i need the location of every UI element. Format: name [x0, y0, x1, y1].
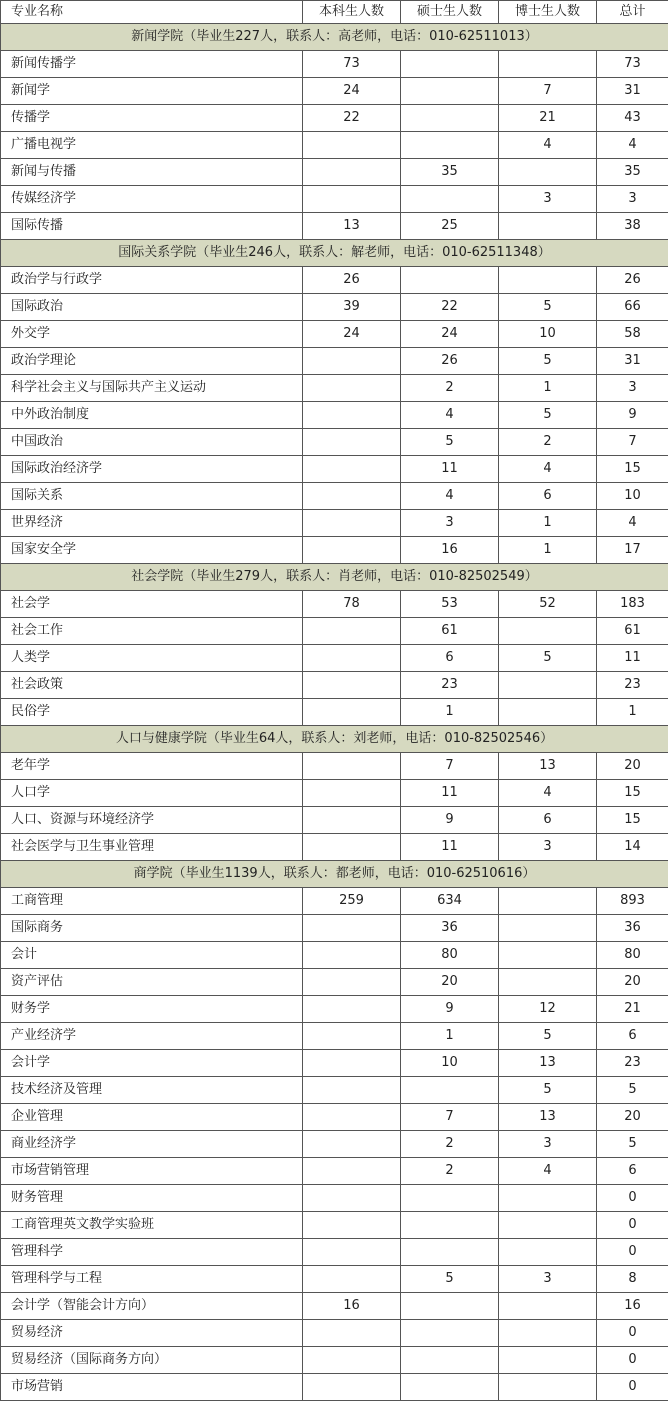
section-header-row: [1, 24, 668, 51]
master-count: 7: [401, 1104, 499, 1131]
table-row: [1, 672, 668, 699]
doctor-count: [499, 1293, 597, 1320]
master-count: [401, 1212, 499, 1239]
major-name: 国际政治: [1, 294, 303, 321]
undergrad-count: [303, 510, 401, 537]
doctor-count: 21: [499, 105, 597, 132]
undergrad-count: [303, 915, 401, 942]
table-row: [1, 1104, 668, 1131]
table-row: [1, 645, 668, 672]
table-row: [1, 996, 668, 1023]
major-name: 社会政策: [1, 672, 303, 699]
major-name: 社会学: [1, 591, 303, 618]
undergrad-count: [303, 753, 401, 780]
doctor-count: [499, 942, 597, 969]
master-count: 5: [401, 1266, 499, 1293]
total-count: 3: [597, 186, 668, 213]
section-header-row: [1, 240, 668, 267]
master-count: 26: [401, 348, 499, 375]
doctor-count: 1: [499, 375, 597, 402]
total-count: 0: [597, 1212, 668, 1239]
master-count: 20: [401, 969, 499, 996]
undergrad-count: [303, 132, 401, 159]
undergrad-count: [303, 807, 401, 834]
major-name: 会计: [1, 942, 303, 969]
table-row: [1, 105, 668, 132]
table-row: [1, 618, 668, 645]
major-name: 人口、资源与环境经济学: [1, 807, 303, 834]
doctor-count: 4: [499, 1158, 597, 1185]
undergrad-count: [303, 699, 401, 726]
master-count: 61: [401, 618, 499, 645]
master-count: [401, 105, 499, 132]
doctor-count: 5: [499, 1077, 597, 1104]
undergrad-count: 24: [303, 78, 401, 105]
doctor-count: 4: [499, 456, 597, 483]
master-count: [401, 1185, 499, 1212]
major-name: 国际关系: [1, 483, 303, 510]
table-row: [1, 969, 668, 996]
total-count: 36: [597, 915, 668, 942]
doctor-count: 6: [499, 807, 597, 834]
major-name: 财务管理: [1, 1185, 303, 1212]
header-total: 总计: [597, 1, 668, 24]
undergrad-count: [303, 672, 401, 699]
total-count: 4: [597, 510, 668, 537]
doctor-count: 52: [499, 591, 597, 618]
header-doctor: 博士生人数: [499, 1, 597, 24]
section-title: 人口与健康学院（毕业生64人，联系人：刘老师，电话：010-82502546）: [1, 726, 668, 753]
doctor-count: 3: [499, 834, 597, 861]
master-count: 11: [401, 456, 499, 483]
total-count: 17: [597, 537, 668, 564]
doctor-count: [499, 618, 597, 645]
undergrad-count: [303, 969, 401, 996]
doctor-count: [499, 915, 597, 942]
total-count: 15: [597, 780, 668, 807]
header-master: 硕士生人数: [401, 1, 499, 24]
major-name: 企业管理: [1, 1104, 303, 1131]
doctor-count: 1: [499, 537, 597, 564]
undergrad-count: 73: [303, 51, 401, 78]
table-row: [1, 1212, 668, 1239]
major-name: 会计学（智能会计方向）: [1, 1293, 303, 1320]
master-count: [401, 186, 499, 213]
section-header-row: [1, 726, 668, 753]
doctor-count: 5: [499, 1023, 597, 1050]
table-row: [1, 1293, 668, 1320]
table-row: [1, 1185, 668, 1212]
master-count: 35: [401, 159, 499, 186]
total-count: 20: [597, 969, 668, 996]
table-row: [1, 213, 668, 240]
total-count: 16: [597, 1293, 668, 1320]
table-row: [1, 834, 668, 861]
major-name: 广播电视学: [1, 132, 303, 159]
master-count: [401, 1077, 499, 1104]
master-count: 6: [401, 645, 499, 672]
master-count: [401, 1347, 499, 1374]
doctor-count: [499, 1239, 597, 1266]
undergrad-count: 259: [303, 888, 401, 915]
doctor-count: [499, 969, 597, 996]
master-count: 80: [401, 942, 499, 969]
major-name: 新闻学: [1, 78, 303, 105]
undergrad-count: [303, 1077, 401, 1104]
table-row: [1, 51, 668, 78]
master-count: [401, 1320, 499, 1347]
major-name: 科学社会主义与国际共产主义运动: [1, 375, 303, 402]
table-row: [1, 1374, 668, 1401]
master-count: 10: [401, 1050, 499, 1077]
doctor-count: [499, 888, 597, 915]
total-count: 9: [597, 402, 668, 429]
doctor-count: [499, 1374, 597, 1401]
total-count: 26: [597, 267, 668, 294]
total-count: 80: [597, 942, 668, 969]
master-count: [401, 51, 499, 78]
total-count: 31: [597, 78, 668, 105]
table-row: [1, 1158, 668, 1185]
doctor-count: 2: [499, 429, 597, 456]
undergrad-count: 22: [303, 105, 401, 132]
table-row: [1, 78, 668, 105]
major-name: 工商管理: [1, 888, 303, 915]
major-name: 贸易经济: [1, 1320, 303, 1347]
master-count: 5: [401, 429, 499, 456]
total-count: 15: [597, 456, 668, 483]
undergrad-count: [303, 186, 401, 213]
table-row: [1, 402, 668, 429]
undergrad-count: [303, 1131, 401, 1158]
total-count: 4: [597, 132, 668, 159]
master-count: 4: [401, 402, 499, 429]
master-count: 11: [401, 780, 499, 807]
major-name: 工商管理英文教学实验班: [1, 1212, 303, 1239]
undergrad-count: [303, 483, 401, 510]
table-row: [1, 1347, 668, 1374]
total-count: 66: [597, 294, 668, 321]
total-count: 14: [597, 834, 668, 861]
header-undergrad: 本科生人数: [303, 1, 401, 24]
total-count: 7: [597, 429, 668, 456]
total-count: 31: [597, 348, 668, 375]
undergrad-count: [303, 1104, 401, 1131]
doctor-count: [499, 51, 597, 78]
master-count: 9: [401, 996, 499, 1023]
master-count: 2: [401, 1131, 499, 1158]
major-name: 民俗学: [1, 699, 303, 726]
undergrad-count: [303, 375, 401, 402]
major-name: 新闻传播学: [1, 51, 303, 78]
doctor-count: [499, 1185, 597, 1212]
major-name: 政治学与行政学: [1, 267, 303, 294]
total-count: 73: [597, 51, 668, 78]
total-count: 15: [597, 807, 668, 834]
major-name: 老年学: [1, 753, 303, 780]
undergrad-count: [303, 348, 401, 375]
major-name: 管理科学: [1, 1239, 303, 1266]
undergrad-count: [303, 645, 401, 672]
table-row: [1, 456, 668, 483]
header-major: 专业名称: [1, 1, 303, 24]
doctor-count: [499, 213, 597, 240]
doctor-count: [499, 1320, 597, 1347]
section-title: 新闻学院（毕业生227人，联系人：高老师，电话：010-62511013）: [1, 24, 668, 51]
undergrad-count: 39: [303, 294, 401, 321]
table-row: [1, 429, 668, 456]
total-count: 23: [597, 672, 668, 699]
doctor-count: 7: [499, 78, 597, 105]
total-count: 3: [597, 375, 668, 402]
undergrad-count: 26: [303, 267, 401, 294]
table-row: [1, 1266, 668, 1293]
major-name: 社会医学与卫生事业管理: [1, 834, 303, 861]
undergrad-count: 24: [303, 321, 401, 348]
master-count: [401, 78, 499, 105]
undergrad-count: [303, 996, 401, 1023]
undergrad-count: [303, 780, 401, 807]
major-name: 管理科学与工程: [1, 1266, 303, 1293]
total-count: 6: [597, 1158, 668, 1185]
table-row: [1, 1239, 668, 1266]
major-name: 中国政治: [1, 429, 303, 456]
major-name: 外交学: [1, 321, 303, 348]
table-row: [1, 1050, 668, 1077]
master-count: 53: [401, 591, 499, 618]
major-name: 市场营销管理: [1, 1158, 303, 1185]
master-count: 2: [401, 375, 499, 402]
master-count: [401, 1293, 499, 1320]
total-count: 0: [597, 1320, 668, 1347]
table-row: [1, 1320, 668, 1347]
major-name: 财务学: [1, 996, 303, 1023]
total-count: 35: [597, 159, 668, 186]
master-count: 634: [401, 888, 499, 915]
major-name: 产业经济学: [1, 1023, 303, 1050]
table-row: [1, 510, 668, 537]
doctor-count: 4: [499, 132, 597, 159]
undergrad-count: 13: [303, 213, 401, 240]
master-count: 36: [401, 915, 499, 942]
table-row: [1, 537, 668, 564]
doctor-count: 3: [499, 186, 597, 213]
total-count: 5: [597, 1131, 668, 1158]
major-name: 社会工作: [1, 618, 303, 645]
undergrad-count: [303, 402, 401, 429]
major-name: 国际政治经济学: [1, 456, 303, 483]
undergrad-count: [303, 1158, 401, 1185]
table-row: [1, 294, 668, 321]
table-row: [1, 753, 668, 780]
table-row: [1, 186, 668, 213]
total-count: 0: [597, 1239, 668, 1266]
table-row: [1, 483, 668, 510]
major-name: 中外政治制度: [1, 402, 303, 429]
section-header-row: [1, 564, 668, 591]
major-name: 贸易经济（国际商务方向）: [1, 1347, 303, 1374]
undergrad-count: [303, 1239, 401, 1266]
undergrad-count: [303, 456, 401, 483]
master-count: 7: [401, 753, 499, 780]
total-count: 0: [597, 1185, 668, 1212]
doctor-count: 5: [499, 645, 597, 672]
doctor-count: 13: [499, 1104, 597, 1131]
undergrad-count: [303, 1266, 401, 1293]
total-count: 43: [597, 105, 668, 132]
undergrad-count: [303, 942, 401, 969]
total-count: 6: [597, 1023, 668, 1050]
undergrad-count: [303, 1212, 401, 1239]
doctor-count: 3: [499, 1131, 597, 1158]
doctor-count: [499, 699, 597, 726]
major-name: 国际商务: [1, 915, 303, 942]
total-count: 38: [597, 213, 668, 240]
major-name: 资产评估: [1, 969, 303, 996]
master-count: [401, 1374, 499, 1401]
total-count: 23: [597, 1050, 668, 1077]
doctor-count: 5: [499, 348, 597, 375]
doctor-count: [499, 1212, 597, 1239]
total-count: 183: [597, 591, 668, 618]
undergrad-count: [303, 1023, 401, 1050]
undergrad-count: [303, 618, 401, 645]
major-name: 新闻与传播: [1, 159, 303, 186]
header-row: [1, 1, 668, 24]
table-row: [1, 807, 668, 834]
table-row: [1, 267, 668, 294]
master-count: 23: [401, 672, 499, 699]
major-name: 传播学: [1, 105, 303, 132]
total-count: 893: [597, 888, 668, 915]
undergrad-count: [303, 1347, 401, 1374]
undergrad-count: [303, 159, 401, 186]
undergrad-count: [303, 537, 401, 564]
major-name: 市场营销: [1, 1374, 303, 1401]
doctor-count: [499, 1347, 597, 1374]
section-title: 社会学院（毕业生279人，联系人：肖老师，电话：010-82502549）: [1, 564, 668, 591]
doctor-count: 6: [499, 483, 597, 510]
undergrad-count: [303, 429, 401, 456]
total-count: 20: [597, 753, 668, 780]
major-name: 人类学: [1, 645, 303, 672]
major-name: 人口学: [1, 780, 303, 807]
doctor-count: 3: [499, 1266, 597, 1293]
master-count: [401, 267, 499, 294]
undergrad-count: [303, 1320, 401, 1347]
major-name: 世界经济: [1, 510, 303, 537]
doctor-count: [499, 159, 597, 186]
major-name: 商业经济学: [1, 1131, 303, 1158]
master-count: 24: [401, 321, 499, 348]
doctor-count: 10: [499, 321, 597, 348]
master-count: 9: [401, 807, 499, 834]
total-count: 10: [597, 483, 668, 510]
section-header-row: [1, 861, 668, 888]
table-row: [1, 780, 668, 807]
table-row: [1, 699, 668, 726]
table-row: [1, 591, 668, 618]
doctor-count: 1: [499, 510, 597, 537]
master-count: 3: [401, 510, 499, 537]
master-count: 22: [401, 294, 499, 321]
master-count: 11: [401, 834, 499, 861]
doctor-count: 12: [499, 996, 597, 1023]
total-count: 58: [597, 321, 668, 348]
major-name: 传媒经济学: [1, 186, 303, 213]
table-row: [1, 159, 668, 186]
table-row: [1, 1131, 668, 1158]
doctor-count: 5: [499, 402, 597, 429]
major-name: 会计学: [1, 1050, 303, 1077]
table-row: [1, 1077, 668, 1104]
doctor-count: [499, 267, 597, 294]
master-count: 4: [401, 483, 499, 510]
total-count: 8: [597, 1266, 668, 1293]
table-row: [1, 132, 668, 159]
master-count: 25: [401, 213, 499, 240]
major-name: 国际传播: [1, 213, 303, 240]
master-count: [401, 1239, 499, 1266]
doctor-count: 13: [499, 753, 597, 780]
master-count: 1: [401, 1023, 499, 1050]
total-count: 5: [597, 1077, 668, 1104]
undergrad-count: 78: [303, 591, 401, 618]
total-count: 21: [597, 996, 668, 1023]
undergrad-count: 16: [303, 1293, 401, 1320]
undergrad-count: [303, 1050, 401, 1077]
major-name: 技术经济及管理: [1, 1077, 303, 1104]
undergrad-count: [303, 834, 401, 861]
total-count: 0: [597, 1374, 668, 1401]
master-count: 16: [401, 537, 499, 564]
section-title: 国际关系学院（毕业生246人，联系人：解老师，电话：010-62511348）: [1, 240, 668, 267]
master-count: 2: [401, 1158, 499, 1185]
total-count: 61: [597, 618, 668, 645]
major-name: 国家安全学: [1, 537, 303, 564]
table-row: [1, 888, 668, 915]
table-body: [1, 24, 668, 1401]
total-count: 1: [597, 699, 668, 726]
doctor-count: 4: [499, 780, 597, 807]
master-count: [401, 132, 499, 159]
table-row: [1, 321, 668, 348]
table-row: [1, 375, 668, 402]
undergrad-count: [303, 1185, 401, 1212]
major-name: 政治学理论: [1, 348, 303, 375]
table-row: [1, 942, 668, 969]
doctor-count: 13: [499, 1050, 597, 1077]
total-count: 0: [597, 1347, 668, 1374]
total-count: 20: [597, 1104, 668, 1131]
doctor-count: [499, 672, 597, 699]
total-count: 11: [597, 645, 668, 672]
table-row: [1, 915, 668, 942]
table-row: [1, 1023, 668, 1050]
section-title: 商学院（毕业生1139人，联系人：都老师，电话：010-62510616）: [1, 861, 668, 888]
master-count: 1: [401, 699, 499, 726]
doctor-count: 5: [499, 294, 597, 321]
undergrad-count: [303, 1374, 401, 1401]
table-row: [1, 348, 668, 375]
